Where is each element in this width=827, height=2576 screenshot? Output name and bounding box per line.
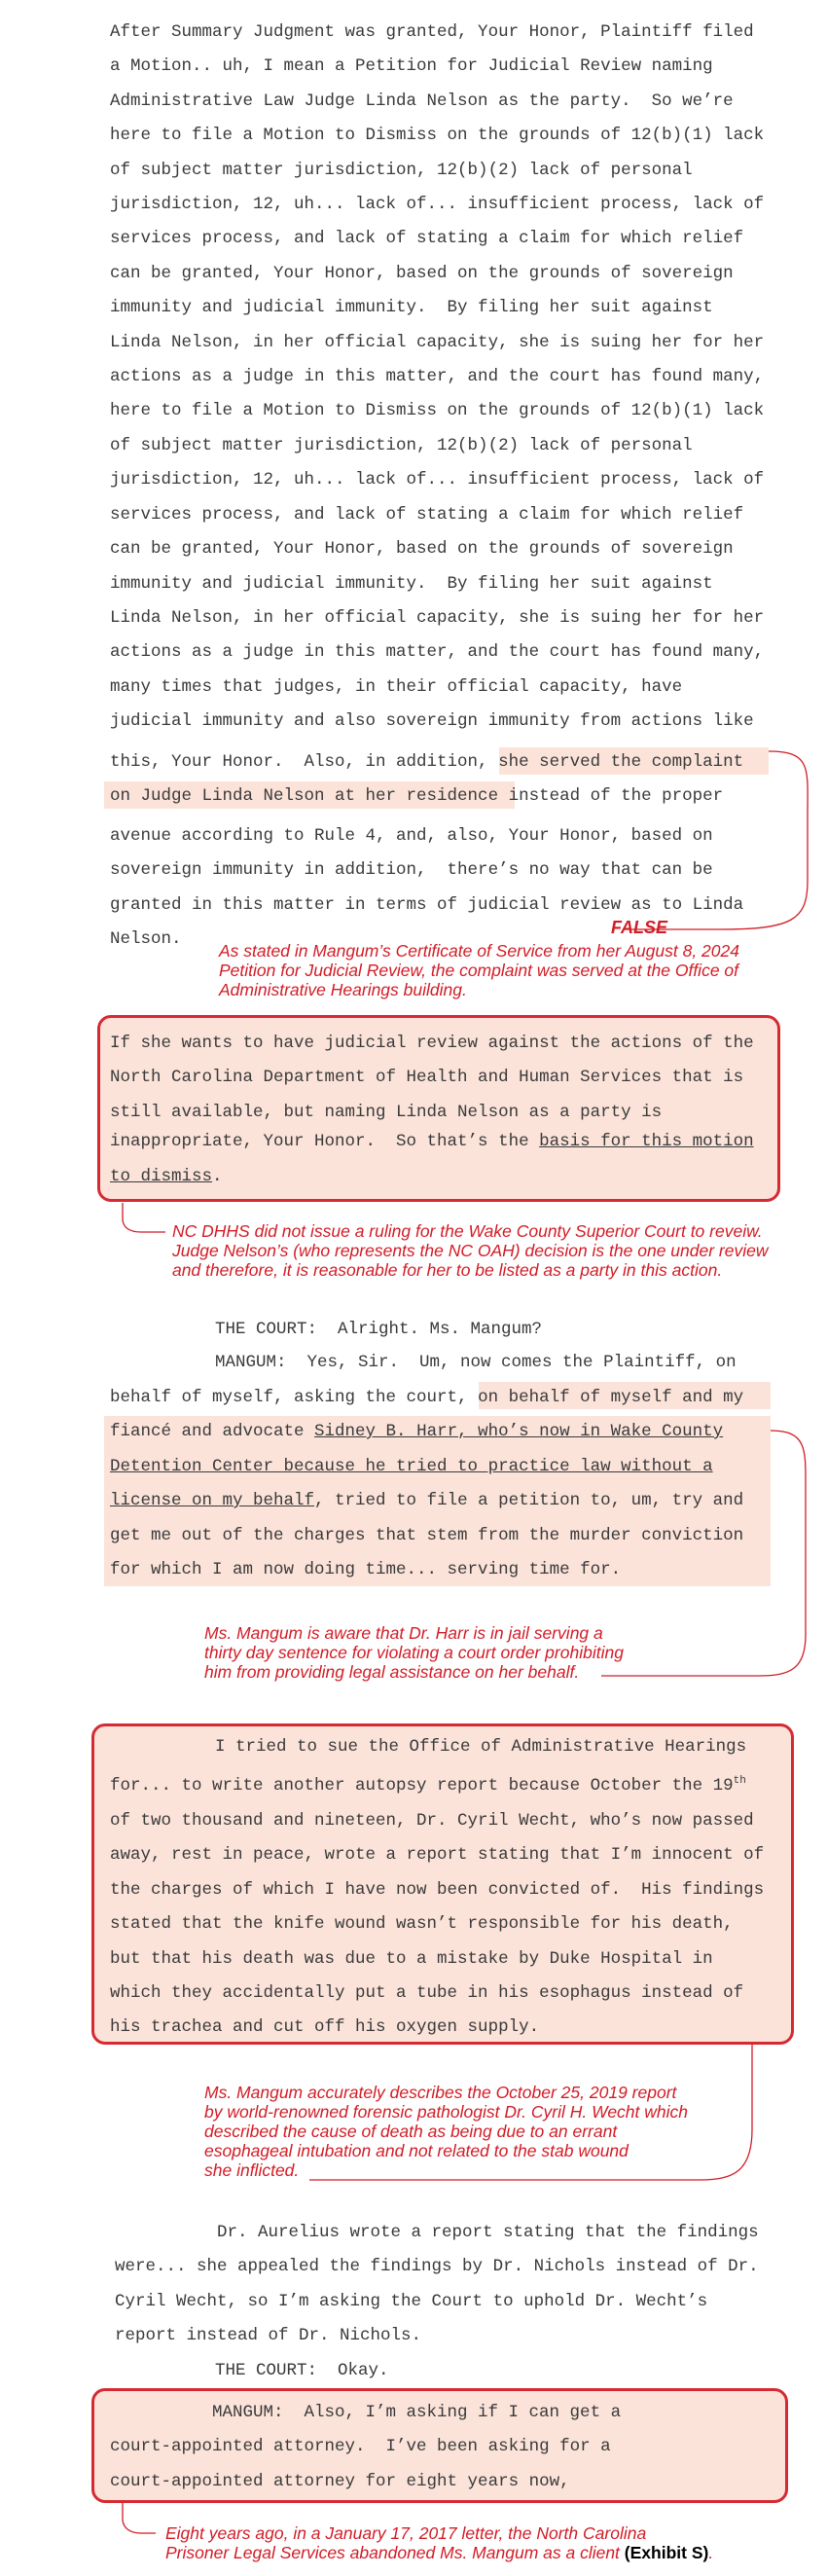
annotation-certificate-of-service: [219, 941, 739, 999]
transcript-line-served: this, Your Honor. Also, in addition, she served the complaint: [110, 752, 744, 772]
ann1-line: Petition for Judicial Review, the complaint was served at the Office of: [219, 961, 739, 980]
block1-line: many times that judges, in their official capacity, have: [110, 676, 683, 697]
transcript-block-1: [110, 16, 764, 740]
block1-line: services process, and lack of stating a claim for which relief: [110, 504, 744, 525]
box2-text: [110, 1804, 764, 2046]
ann4-line: esophageal intubation and not related to the stab wound: [204, 2141, 629, 2160]
box1-text: [110, 1027, 754, 1130]
aurelius-line: were... she appealed the findings by Dr. Nichols instead of Dr.: [115, 2257, 759, 2277]
block1-line: actions as a judge in this matter, and the court has found many,: [110, 367, 765, 387]
mangum-line-4: Detention Center because he tried to practice law without a: [110, 1457, 713, 1476]
aurelius-text: [115, 2216, 759, 2354]
mangum-line-6: get me out of the charges that stem from the murder conviction: [110, 1526, 744, 1545]
ann1-line: As stated in Mangum’s Certificate of Service from her August 8, 2024: [219, 941, 739, 961]
aurelius-line: Dr. Aurelius wrote a report stating that the findings: [217, 2223, 759, 2242]
block1tail-line: avenue according to Rule 4, and, also, Your Honor, based on: [110, 826, 713, 846]
block1-line: immunity and judicial immunity. By filing her suit against: [110, 298, 713, 318]
false-label: FALSE: [611, 918, 668, 937]
box2rest-line: but that his death was due to a mistake by Duke Hospital in: [110, 1948, 713, 1969]
to-dismiss-underline: to dismiss: [110, 1167, 213, 1186]
block1-line: here to file a Motion to Dismiss on the grounds of 12(b)(1) lack: [110, 401, 765, 421]
annotation-nc-dhhs: [172, 1221, 768, 1280]
block1tail-line: Nelson.: [110, 929, 182, 950]
annotation-dr-harr: [204, 1623, 624, 1682]
ann1-line: Administrative Hearings building.: [219, 980, 467, 999]
block1-line: of subject matter jurisdiction, 12(b)(2) lack of personal: [110, 160, 693, 180]
block1-line: Linda Nelson, in her official capacity, she is suing her for her: [110, 332, 765, 352]
ann3-line: Ms. Mangum is aware that Dr. Harr is in jail serving a: [204, 1623, 603, 1643]
mangum-line-1: MANGUM: Yes, Sir. Um, now comes the Plaintiff, on: [215, 1353, 737, 1372]
mangum-line-3: fiancé and advocate Sidney B. Harr, who’s now in Wake County: [110, 1422, 724, 1441]
box2rest-line: away, rest in peace, wrote a report stating that I’m innocent of: [110, 1845, 765, 1866]
ann2-line: Judge Nelson’s (who represents the NC OAH) decision is the one under review: [172, 1241, 769, 1260]
box2rest-line: which they accidentally put a tube in his esophagus instead of: [110, 1983, 744, 2004]
block1-line: jurisdiction, 12, uh... lack of... insufficient process, lack of: [110, 470, 765, 490]
aurelius-line: Cyril Wecht, so I’m asking the Court to uphold Dr. Wecht’s: [115, 2291, 708, 2311]
ann4-line: by world-renowned forensic pathologist Dr. Cyril H. Wecht which: [204, 2102, 688, 2122]
box2-line-2: for... to write another autopsy report because October the 19th: [110, 1775, 746, 1796]
box1-line-4: inappropriate, Your Honor. So that’s the basis for this motion: [110, 1132, 754, 1151]
annotation-wecht-report: [204, 2083, 688, 2180]
ann2-line: and therefore, it is reasonable for her to be listed as a party in this action.: [172, 1260, 723, 1280]
block1tail-line: granted in this matter in terms of judicial review as to Linda: [110, 894, 744, 915]
block1-line: a Motion.. uh, I mean a Petition for Judicial Review naming: [110, 56, 713, 77]
block1-line: Linda Nelson, in her official capacity, she is suing her for her: [110, 607, 765, 628]
block1-line: judicial immunity and also sovereign immunity from actions like: [110, 711, 754, 732]
box2rest-line: of two thousand and nineteen, Dr. Cyril Wecht, who’s now passed: [110, 1811, 754, 1831]
transcript-line-residence: on Judge Linda Nelson at her residence instead of the proper: [110, 786, 724, 806]
block1-line: actions as a judge in this matter, and the court has found many,: [110, 642, 765, 663]
box2-line-1: I tried to sue the Office of Administrative Hearings: [215, 1737, 747, 1757]
mangum-line-2: behalf of myself, asking the court, on behalf of myself and my: [110, 1388, 744, 1407]
court-alright: THE COURT: Alright. Ms. Mangum?: [215, 1320, 543, 1339]
ann4-line: she inflicted.: [204, 2160, 300, 2180]
court-okay: THE COURT: Okay.: [215, 2361, 389, 2380]
box1-line: North Carolina Department of Health and Human Services that is: [110, 1068, 744, 1088]
block1-line: can be granted, Your Honor, based on the grounds of sovereign: [110, 263, 734, 283]
ann3-line: him from providing legal assistance on her behalf.: [204, 1662, 580, 1682]
block1-line: of subject matter jurisdiction, 12(b)(2) lack of personal: [110, 435, 693, 455]
block1-line: can be granted, Your Honor, based on the grounds of sovereign: [110, 539, 734, 560]
block1-line: here to file a Motion to Dismiss on the grounds of 12(b)(1) lack: [110, 126, 765, 146]
mangum-line-5: license on my behalf, tried to file a petition to, um, try and: [110, 1491, 744, 1510]
block1-line: Administrative Law Judge Linda Nelson as the party. So we’re: [110, 91, 734, 111]
box1-line-5: to dismiss.: [110, 1167, 223, 1186]
box3-line: MANGUM: Also, I’m asking if I can get a: [212, 2403, 622, 2422]
box1-line: still available, but naming Linda Nelson as a party is: [110, 1102, 663, 1122]
annotation-eight-years: Eight years ago, in a January 17, 2017 letter, the North Carolina Prisoner Legal Services abandoned Ms. Mangum as a client (Exhibit S).: [165, 2523, 714, 2562]
aurelius-line: report instead of Dr. Nichols.: [115, 2326, 422, 2346]
box3-line: court-appointed attorney for eight years now,: [110, 2471, 570, 2491]
block1-line: immunity and judicial immunity. By filing her suit against: [110, 573, 713, 594]
block1tail-line: sovereign immunity in addition, there’s no way that can be: [110, 860, 713, 881]
ann4-line: Ms. Mangum accurately describes the October 25, 2019 report: [204, 2083, 677, 2102]
ann4-line: described the cause of death as being due to an errant: [204, 2122, 618, 2141]
block1-line: jurisdiction, 12, uh... lack of... insufficient process, lack of: [110, 195, 765, 215]
exhibit-s: (Exhibit S): [624, 2543, 709, 2562]
ann3-line: thirty day sentence for violating a court order prohibiting: [204, 1643, 624, 1662]
block1-line: services process, and lack of stating a claim for which relief: [110, 229, 744, 249]
box1-line: If she wants to have judicial review against the actions of the: [110, 1034, 754, 1053]
box3-line: court-appointed attorney. I’ve been asking for a: [110, 2437, 611, 2457]
block1-line: After Summary Judgment was granted, Your Honor, Plaintiff filed: [110, 22, 754, 42]
ann2-line: NC DHHS did not issue a ruling for the Wake County Superior Court to reveiw.: [172, 1221, 763, 1241]
basis-for-motion-underline: basis for this motion: [539, 1132, 754, 1151]
box2rest-line: stated that the knife wound wasn’t responsible for his death,: [110, 1914, 734, 1935]
box3-text: [110, 2396, 621, 2499]
mangum-line-7: for which I am now doing time... serving time for.: [110, 1560, 622, 1579]
box2rest-line: his trachea and cut off his oxygen supply.: [110, 2017, 540, 2038]
box2rest-line: the charges of which I have now been convicted of. His findings: [110, 1879, 765, 1900]
